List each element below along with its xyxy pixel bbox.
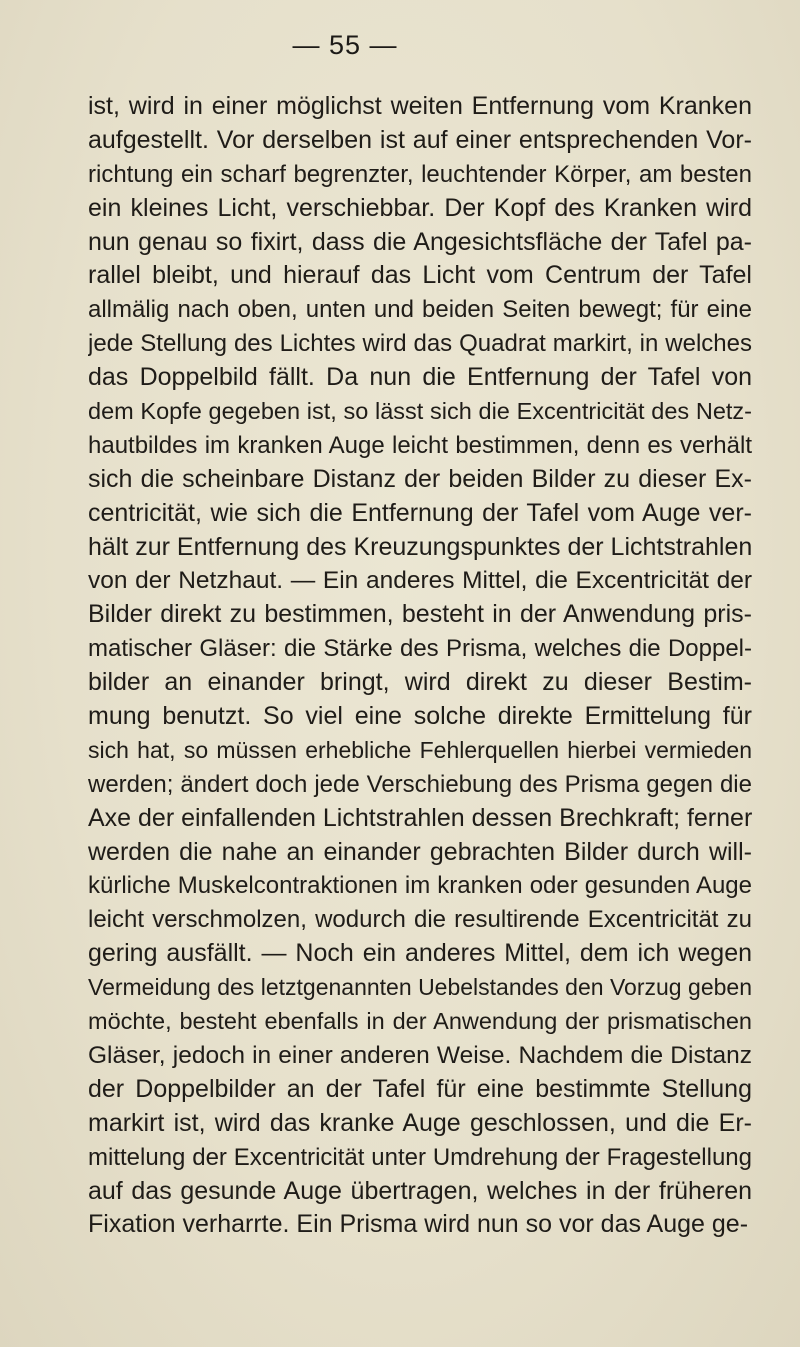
text-line: jede Stellung des Lichtes wird das Quadrat markirt, in welches bbox=[88, 330, 752, 358]
text-line: richtung ein scharf begrenzter, leuchtender Körper, am besten bbox=[88, 160, 752, 188]
text-line: aufgestellt. Vor derselben ist auf einer entsprechenden Vor- bbox=[88, 125, 752, 154]
text-line: Gläser, jedoch in einer anderen Weise. Nachdem die Distanz bbox=[88, 1041, 752, 1069]
text-line: das Doppelbild fällt. Da nun die Entfernung der Tafel von bbox=[88, 363, 752, 392]
text-line: hält zur Entfernung des Kreuzungspunktes der Lichtstrahlen bbox=[88, 532, 752, 561]
text-line: werden die nahe an einander gebrachten Bilder durch will- bbox=[88, 837, 752, 866]
text-line: mittelung der Excentricität unter Umdrehung der Fragestellung bbox=[88, 1143, 752, 1171]
text-line: dem Kopfe gegeben ist, so lässt sich die Excentricität des Netz- bbox=[88, 398, 752, 425]
text-line: matischer Gläser: die Stärke des Prisma, welches die Doppel- bbox=[88, 635, 752, 663]
text-line: Axe der einfallenden Lichtstrahlen dessen Brechkraft; ferner bbox=[88, 803, 752, 832]
text-line: Vermeidung des letztgenannten Uebelstandes den Vorzug geben bbox=[88, 974, 752, 1001]
text-line: centricität, wie sich die Entfernung der Tafel vom Auge ver- bbox=[88, 498, 752, 527]
text-line: sich hat, so müssen erhebliche Fehlerquellen hierbei vermieden bbox=[88, 736, 752, 763]
text-line: werden; ändert doch jede Verschiebung des Prisma gegen die bbox=[88, 770, 752, 798]
text-line: kürliche Muskelcontraktionen im kranken oder gesunden Auge bbox=[88, 872, 752, 900]
text-line: hautbildes im kranken Auge leicht bestimmen, denn es verhält bbox=[88, 431, 752, 459]
text-line: rallel bleibt, und hierauf das Licht vom Centrum der Tafel bbox=[88, 261, 752, 290]
text-line: bilder an einander bringt, wird direkt zu dieser Bestim- bbox=[88, 668, 752, 697]
text-line: ist, wird in einer möglichst weiten Entfernung vom Kranken bbox=[88, 92, 752, 120]
text-line: Bilder direkt zu bestimmen, besteht in der Anwendung pris- bbox=[88, 600, 752, 629]
text-line: mung benutzt. So viel eine solche direkte Ermittelung für bbox=[88, 702, 752, 731]
text-line: markirt ist, wird das kranke Auge geschlossen, und die Er- bbox=[88, 1108, 752, 1137]
text-line: von der Netzhaut. — Ein anderes Mittel, die Excentricität der bbox=[88, 567, 752, 595]
text-line: nun genau so fixirt, dass die Angesichtsfläche der Tafel pa- bbox=[88, 227, 752, 256]
text-line: gering ausfällt. — Noch ein anderes Mittel, dem ich wegen bbox=[88, 939, 752, 968]
text-line: ein kleines Licht, verschiebbar. Der Kopf des Kranken wird bbox=[88, 193, 752, 222]
text-line: Fixation verharrte. Ein Prisma wird nun so vor das Auge ge- bbox=[88, 1210, 749, 1239]
text-line: sich die scheinbare Distanz der beiden Bilder zu dieser Ex- bbox=[88, 464, 752, 493]
text-line: möchte, besteht ebenfalls in der Anwendung der prismatischen bbox=[88, 1008, 752, 1035]
page-number-header: — 55 — bbox=[292, 30, 398, 60]
text-line: auf das gesunde Auge übertragen, welches in der früheren bbox=[88, 1176, 752, 1205]
body-text bbox=[88, 90, 752, 1242]
text-line: leicht verschmolzen, wodurch die resultirende Excentricität zu bbox=[88, 906, 752, 934]
text-line: der Doppelbilder an der Tafel für eine bestimmte Stellung bbox=[88, 1074, 752, 1103]
text-line: allmälig nach oben, unten und beiden Seiten bewegt; für eine bbox=[88, 296, 752, 324]
